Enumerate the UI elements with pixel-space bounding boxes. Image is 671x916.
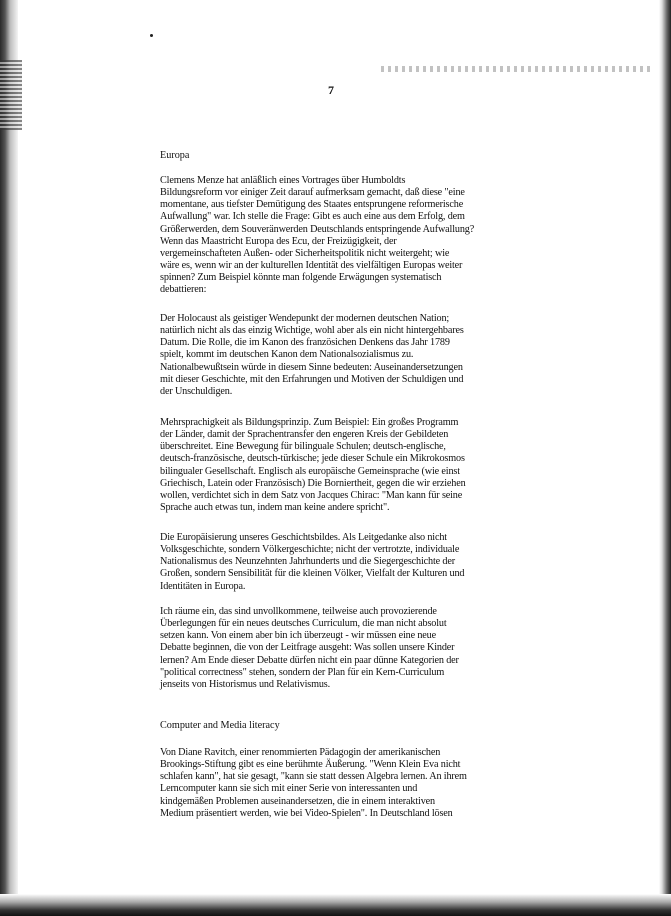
text-line: "political correctness" stehen, sondern der Plan für ein Kern-Curriculum (160, 666, 445, 678)
scan-edge-left (0, 0, 18, 916)
text-line: spinnen? Zum Beispiel könnte man folgende Erwägungen systematisch (160, 272, 442, 284)
scan-speck (150, 34, 153, 37)
paragraph-4 (160, 532, 505, 593)
section-heading-europa: Europa (160, 150, 190, 161)
text-line: Von Diane Ravitch, einer renommierten Pädagogin der amerikanischen (160, 747, 441, 758)
text-line: deutsch-französische, deutsch-türkische; jede dieser Schule ein Mikrokosmos (160, 453, 465, 465)
text-line: Bildungsreform vor einiger Zeit darauf aufmerksam gemacht, daß diese "eine (160, 187, 465, 199)
text-line: mit dieser Geschichte, mit den Erfahrungen und Motiven der Schuldigen und (160, 373, 464, 385)
text-line: der Länder, damit der Sprachentransfer den engeren Kreis der Gebildeten (160, 429, 449, 441)
text-line: Der Holocaust als geistiger Wendepunkt der modernen deutschen Nation; (160, 313, 450, 324)
paragraph-1 (160, 175, 505, 297)
text-line: Überlegungen für ein neues deutsches Curriculum, die man nicht absolut (160, 618, 447, 630)
text-line: Debatte beginnen, die von der Leitfrage ausgeht: Was sollen unsere Kinder (160, 642, 455, 654)
text-line: spielt, kommt im deutschen Kanon dem Nationalsozialismus zu. (160, 349, 414, 361)
text-line: wäre es, wenn wir an der kulturellen Identität des vielfältigen Europas weiter (160, 260, 463, 272)
scan-artifact (381, 66, 651, 72)
text-line: Mehrsprachigkeit als Bildungsprinzip. Zum Beispiel: Ein großes Programm (160, 417, 459, 428)
text-line: Großen, sondern Sensibilität für die kleinen Völker, Vielfalt der Kulturen und (160, 568, 465, 580)
scan-edge-bottom (0, 894, 671, 916)
scan-edge-right (659, 0, 671, 916)
paragraph-5 (160, 606, 505, 691)
text-line: der Unschuldigen. (160, 385, 233, 397)
text-line: Ich räume ein, das sind unvollkommene, teilweise auch provozierende (160, 606, 437, 617)
text-line: vergemeinschafteten Außen- oder Sicherheitspolitik nicht weitergeht; wie (160, 247, 450, 259)
section-heading-computer-media: Computer and Media literacy (160, 720, 280, 731)
text-line: bilingualer Gesellschaft. Englisch als europäische Gemeinsprache (wie einst (160, 465, 460, 477)
text-line: kindgemäßen Problemen auseinandersetzen, die in einem interaktiven (160, 795, 435, 807)
text-line: natürlich nicht als das einzig Wichtige, wohl aber als ein nicht hintergehbares (160, 325, 464, 337)
page-number: 7 (328, 83, 334, 97)
text-line: Aufwallung" war. Ich stelle die Frage: Gibt es auch eine aus dem Erfolg, dem (160, 211, 465, 223)
paragraph-3 (160, 417, 505, 514)
text-line: Volksgeschichte, sondern Völkergeschichte; nicht der vertrotzte, individuale (160, 544, 460, 556)
text-line: Wenn das Maastricht Europa des Ecu, der Freizügigkeit, der (160, 235, 397, 247)
paragraph-6 (160, 747, 505, 820)
text-line: Identitäten in Europa. (160, 580, 246, 592)
text-line: Sprache auch etwas tun, indem man keine andere spricht". (160, 502, 390, 514)
text-line: momentane, aus tiefster Demütigung des Staates entsprungene reformerische (160, 199, 464, 211)
text-line: wollen, verdichtet sich in dem Satz von Jacques Chirac: "Man kann für seine (160, 489, 463, 501)
text-line: Clemens Menze hat anläßlich eines Vortrages über Humboldts (160, 175, 406, 186)
text-line: Die Europäisierung unseres Geschichtsbildes. Als Leitgedanke also nicht (160, 532, 447, 543)
text-line: Größerwerden, dem Souveränwerden Deutschlands entspringende Aufwallung? (160, 223, 475, 235)
text-line: debattieren: (160, 284, 207, 296)
text-line: überschreitet. Eine Bewegung für bilinguale Schulen; deutsch-englische, (160, 441, 446, 453)
text-line: Brookings-Stiftung gibt es eine berühmte Äußerung. "Wenn Klein Eva nicht (160, 759, 461, 771)
paragraph-2 (160, 313, 505, 398)
text-line: Lerncomputer kann sie sich mit einer Serie von interessanten und (160, 783, 418, 795)
text-line: Griechisch, Latein oder Französisch) Die Borniertheit, gegen die wir erziehen (160, 477, 466, 489)
text-line: setzen kann. Von einem aber bin ich überzeugt - wir müssen eine neue (160, 630, 436, 642)
text-line: schlafen kann", hat sie gesagt, "kann sie statt dessen Algebra lernen. An ihrem (160, 771, 467, 783)
text-line: Nationalbewußtsein würde in diesem Sinne bedeuten: Auseinandersetzungen (160, 361, 463, 373)
text-line: jenseits von Historismus und Relativismus. (160, 678, 331, 690)
text-line: Medium präsentiert werden, wie bei Video-Spielen". In Deutschland lösen (160, 807, 453, 819)
text-line: Datum. Die Rolle, die im Kanon des französichen Denkens das Jahr 1789 (160, 337, 450, 349)
text-line: lernen? Am Ende dieser Debatte dürfen nicht ein paar dünne Kategorien der (160, 654, 459, 666)
text-line: Nationalismus des Neunzehnten Jahrhunderts und die Siegergeschichte der (160, 556, 455, 568)
